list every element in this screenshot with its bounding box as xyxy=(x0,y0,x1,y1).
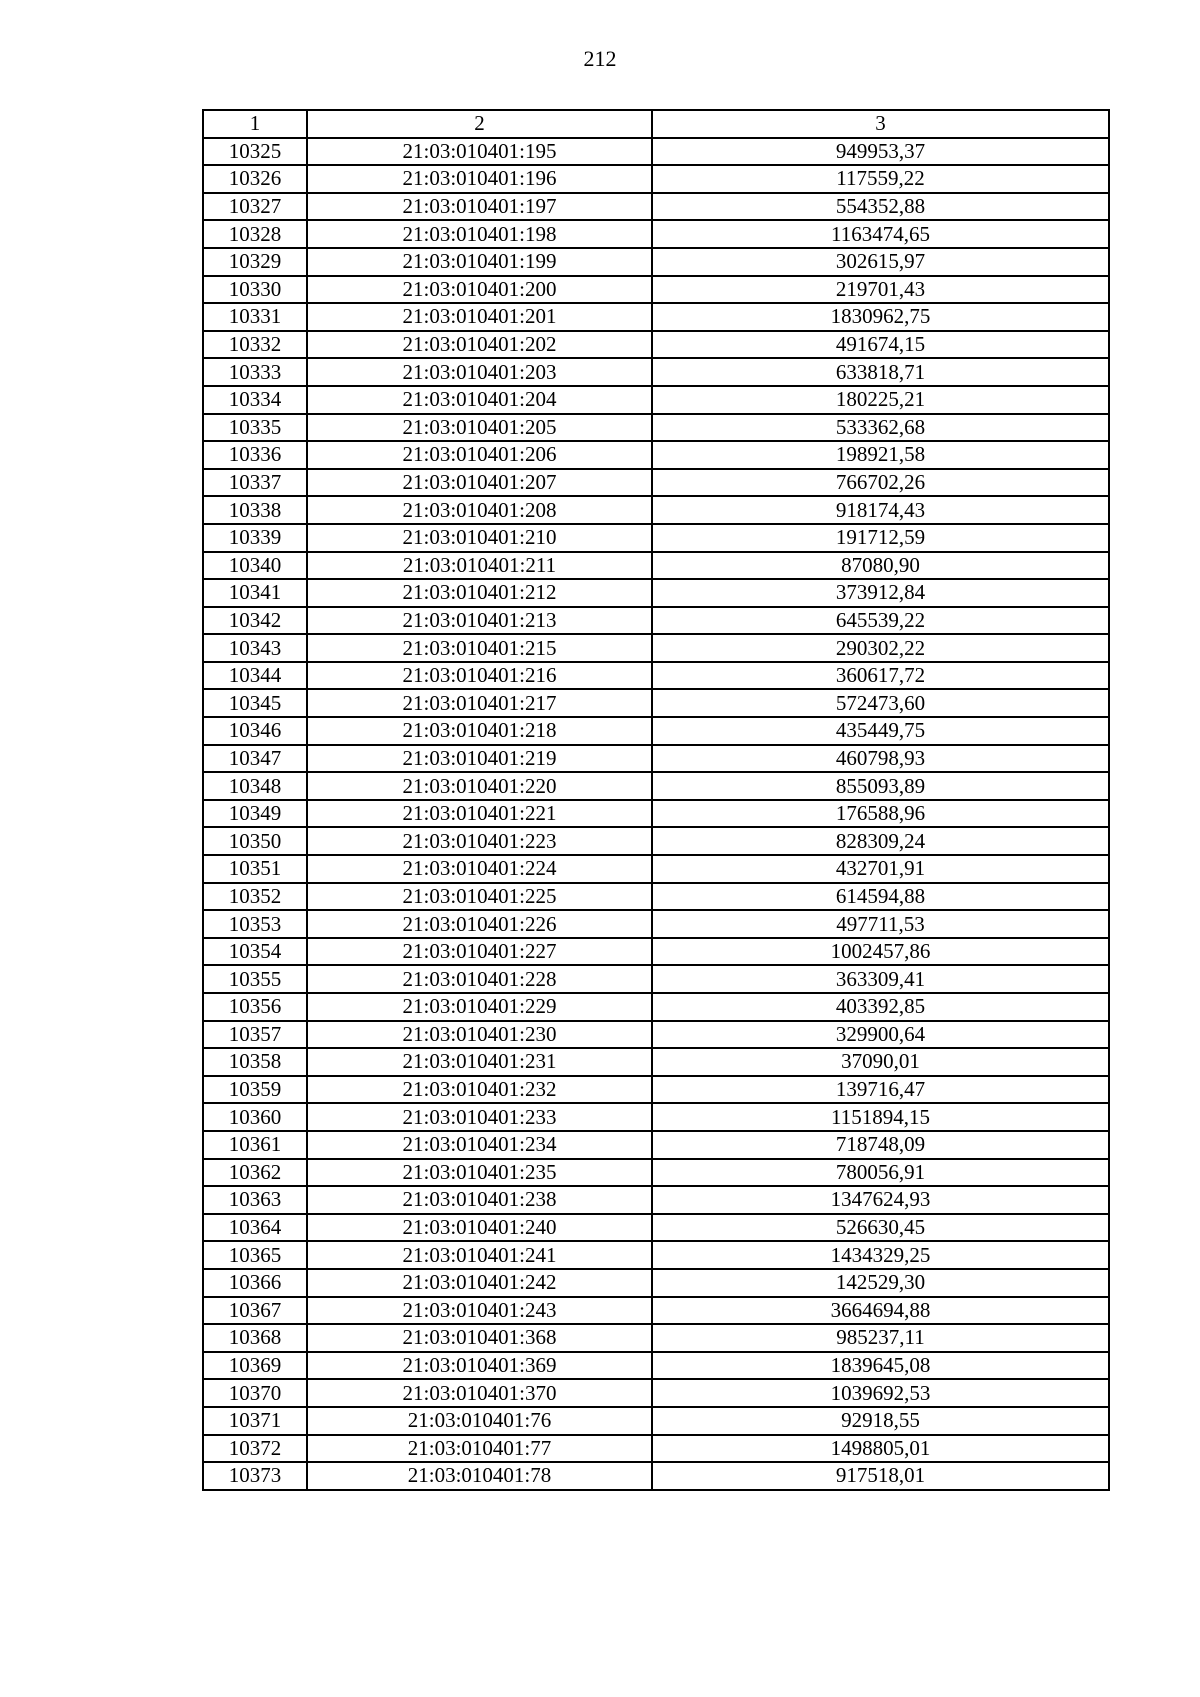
cadastral-number-cell: 21:03:010401:218 xyxy=(307,717,652,745)
cadastral-number-cell: 21:03:010401:215 xyxy=(307,634,652,662)
cadastral-number-cell: 21:03:010401:204 xyxy=(307,386,652,414)
row-number-cell: 10345 xyxy=(203,689,307,717)
row-number-cell: 10334 xyxy=(203,386,307,414)
value-cell: 198921,58 xyxy=(652,441,1109,469)
table-row xyxy=(203,993,1109,1021)
cadastral-number-cell: 21:03:010401:226 xyxy=(307,910,652,938)
cadastral-number-cell: 21:03:010401:203 xyxy=(307,358,652,386)
cadastral-number-cell: 21:03:010401:202 xyxy=(307,331,652,359)
table-row xyxy=(203,1214,1109,1242)
cadastral-number-cell: 21:03:010401:200 xyxy=(307,276,652,304)
table-row xyxy=(203,1021,1109,1049)
value-cell: 142529,30 xyxy=(652,1269,1109,1297)
cadastral-number-cell: 21:03:010401:78 xyxy=(307,1462,652,1490)
cadastral-number-cell: 21:03:010401:77 xyxy=(307,1435,652,1463)
cadastral-number-cell: 21:03:010401:238 xyxy=(307,1186,652,1214)
row-number-cell: 10364 xyxy=(203,1214,307,1242)
row-number-cell: 10357 xyxy=(203,1021,307,1049)
value-cell: 219701,43 xyxy=(652,276,1109,304)
table-row xyxy=(203,524,1109,552)
cadastral-number-cell: 21:03:010401:76 xyxy=(307,1407,652,1435)
header-cell-3: 3 xyxy=(652,110,1109,138)
table-row xyxy=(203,689,1109,717)
value-cell: 92918,55 xyxy=(652,1407,1109,1435)
row-number-cell: 10372 xyxy=(203,1435,307,1463)
cadastral-number-cell: 21:03:010401:199 xyxy=(307,248,652,276)
row-number-cell: 10333 xyxy=(203,358,307,386)
value-cell: 554352,88 xyxy=(652,193,1109,221)
value-cell: 1163474,65 xyxy=(652,220,1109,248)
cadastral-number-cell: 21:03:010401:370 xyxy=(307,1379,652,1407)
table-row xyxy=(203,1131,1109,1159)
value-cell: 918174,43 xyxy=(652,496,1109,524)
cadastral-number-cell: 21:03:010401:234 xyxy=(307,1131,652,1159)
row-number-cell: 10341 xyxy=(203,579,307,607)
cadastral-number-cell: 21:03:010401:211 xyxy=(307,552,652,580)
value-cell: 1347624,93 xyxy=(652,1186,1109,1214)
row-number-cell: 10351 xyxy=(203,855,307,883)
row-number-cell: 10326 xyxy=(203,165,307,193)
cadastral-number-cell: 21:03:010401:195 xyxy=(307,138,652,166)
row-number-cell: 10358 xyxy=(203,1048,307,1076)
table-header xyxy=(203,110,1109,138)
row-number-cell: 10350 xyxy=(203,827,307,855)
cadastral-number-cell: 21:03:010401:225 xyxy=(307,883,652,911)
cadastral-number-cell: 21:03:010401:233 xyxy=(307,1103,652,1131)
table-row xyxy=(203,1462,1109,1490)
row-number-cell: 10340 xyxy=(203,552,307,580)
table-row xyxy=(203,1297,1109,1325)
row-number-cell: 10325 xyxy=(203,138,307,166)
row-number-cell: 10347 xyxy=(203,745,307,773)
value-cell: 302615,97 xyxy=(652,248,1109,276)
value-cell: 533362,68 xyxy=(652,414,1109,442)
table-row xyxy=(203,1186,1109,1214)
row-number-cell: 10335 xyxy=(203,414,307,442)
row-number-cell: 10348 xyxy=(203,772,307,800)
row-number-cell: 10327 xyxy=(203,193,307,221)
cadastral-number-cell: 21:03:010401:228 xyxy=(307,965,652,993)
value-cell: 290302,22 xyxy=(652,634,1109,662)
table-row xyxy=(203,469,1109,497)
value-cell: 1434329,25 xyxy=(652,1241,1109,1269)
row-number-cell: 10369 xyxy=(203,1352,307,1380)
table-row xyxy=(203,248,1109,276)
table-row xyxy=(203,772,1109,800)
cadastral-number-cell: 21:03:010401:221 xyxy=(307,800,652,828)
cadastral-number-cell: 21:03:010401:210 xyxy=(307,524,652,552)
value-cell: 460798,93 xyxy=(652,745,1109,773)
value-cell: 1151894,15 xyxy=(652,1103,1109,1131)
table-row xyxy=(203,1159,1109,1187)
row-number-cell: 10328 xyxy=(203,220,307,248)
table-row xyxy=(203,1269,1109,1297)
table-row xyxy=(203,193,1109,221)
value-cell: 526630,45 xyxy=(652,1214,1109,1242)
value-cell: 949953,37 xyxy=(652,138,1109,166)
value-cell: 497711,53 xyxy=(652,910,1109,938)
row-number-cell: 10354 xyxy=(203,938,307,966)
value-cell: 855093,89 xyxy=(652,772,1109,800)
table-row xyxy=(203,910,1109,938)
value-cell: 645539,22 xyxy=(652,607,1109,635)
value-cell: 1002457,86 xyxy=(652,938,1109,966)
row-number-cell: 10371 xyxy=(203,1407,307,1435)
table-row xyxy=(203,662,1109,690)
value-cell: 780056,91 xyxy=(652,1159,1109,1187)
row-number-cell: 10332 xyxy=(203,331,307,359)
table-row xyxy=(203,607,1109,635)
table-row xyxy=(203,1324,1109,1352)
value-cell: 1830962,75 xyxy=(652,303,1109,331)
table-row xyxy=(203,938,1109,966)
row-number-cell: 10370 xyxy=(203,1379,307,1407)
value-cell: 1039692,53 xyxy=(652,1379,1109,1407)
value-cell: 117559,22 xyxy=(652,165,1109,193)
table-row xyxy=(203,1435,1109,1463)
table-row xyxy=(203,1241,1109,1269)
table-row xyxy=(203,800,1109,828)
row-number-cell: 10339 xyxy=(203,524,307,552)
table-row xyxy=(203,827,1109,855)
value-cell: 766702,26 xyxy=(652,469,1109,497)
table-row xyxy=(203,165,1109,193)
cadastral-number-cell: 21:03:010401:227 xyxy=(307,938,652,966)
row-number-cell: 10349 xyxy=(203,800,307,828)
cadastral-number-cell: 21:03:010401:242 xyxy=(307,1269,652,1297)
data-table xyxy=(202,109,1110,1491)
table-row xyxy=(203,579,1109,607)
table-row xyxy=(203,717,1109,745)
row-number-cell: 10331 xyxy=(203,303,307,331)
table-row xyxy=(203,1103,1109,1131)
cadastral-number-cell: 21:03:010401:243 xyxy=(307,1297,652,1325)
table-row xyxy=(203,358,1109,386)
value-cell: 191712,59 xyxy=(652,524,1109,552)
table-row xyxy=(203,634,1109,662)
cadastral-number-cell: 21:03:010401:230 xyxy=(307,1021,652,1049)
cadastral-number-cell: 21:03:010401:368 xyxy=(307,1324,652,1352)
cadastral-number-cell: 21:03:010401:208 xyxy=(307,496,652,524)
value-cell: 985237,11 xyxy=(652,1324,1109,1352)
value-cell: 373912,84 xyxy=(652,579,1109,607)
cadastral-number-cell: 21:03:010401:201 xyxy=(307,303,652,331)
table-row xyxy=(203,414,1109,442)
row-number-cell: 10343 xyxy=(203,634,307,662)
table-row xyxy=(203,1076,1109,1104)
row-number-cell: 10366 xyxy=(203,1269,307,1297)
table-row xyxy=(203,276,1109,304)
table-row xyxy=(203,303,1109,331)
value-cell: 435449,75 xyxy=(652,717,1109,745)
cadastral-number-cell: 21:03:010401:212 xyxy=(307,579,652,607)
table-row xyxy=(203,496,1109,524)
table-row xyxy=(203,965,1109,993)
cadastral-number-cell: 21:03:010401:207 xyxy=(307,469,652,497)
row-number-cell: 10337 xyxy=(203,469,307,497)
value-cell: 180225,21 xyxy=(652,386,1109,414)
table-row xyxy=(203,1379,1109,1407)
value-cell: 828309,24 xyxy=(652,827,1109,855)
cadastral-number-cell: 21:03:010401:220 xyxy=(307,772,652,800)
cadastral-number-cell: 21:03:010401:213 xyxy=(307,607,652,635)
table-row xyxy=(203,220,1109,248)
row-number-cell: 10344 xyxy=(203,662,307,690)
row-number-cell: 10356 xyxy=(203,993,307,1021)
row-number-cell: 10360 xyxy=(203,1103,307,1131)
cadastral-number-cell: 21:03:010401:219 xyxy=(307,745,652,773)
value-cell: 37090,01 xyxy=(652,1048,1109,1076)
value-cell: 917518,01 xyxy=(652,1462,1109,1490)
cadastral-number-cell: 21:03:010401:224 xyxy=(307,855,652,883)
value-cell: 1839645,08 xyxy=(652,1352,1109,1380)
cadastral-number-cell: 21:03:010401:369 xyxy=(307,1352,652,1380)
cadastral-number-cell: 21:03:010401:206 xyxy=(307,441,652,469)
value-cell: 1498805,01 xyxy=(652,1435,1109,1463)
value-cell: 572473,60 xyxy=(652,689,1109,717)
cadastral-number-cell: 21:03:010401:229 xyxy=(307,993,652,1021)
value-cell: 403392,85 xyxy=(652,993,1109,1021)
cadastral-number-cell: 21:03:010401:231 xyxy=(307,1048,652,1076)
table-row xyxy=(203,745,1109,773)
row-number-cell: 10330 xyxy=(203,276,307,304)
page-number: 212 xyxy=(583,46,617,71)
table-row xyxy=(203,1048,1109,1076)
value-cell: 139716,47 xyxy=(652,1076,1109,1104)
table-row xyxy=(203,331,1109,359)
table-row xyxy=(203,552,1109,580)
value-cell: 329900,64 xyxy=(652,1021,1109,1049)
value-cell: 614594,88 xyxy=(652,883,1109,911)
row-number-cell: 10368 xyxy=(203,1324,307,1352)
table-row xyxy=(203,1407,1109,1435)
row-number-cell: 10338 xyxy=(203,496,307,524)
row-number-cell: 10373 xyxy=(203,1462,307,1490)
row-number-cell: 10342 xyxy=(203,607,307,635)
value-cell: 718748,09 xyxy=(652,1131,1109,1159)
table-row xyxy=(203,883,1109,911)
row-number-cell: 10353 xyxy=(203,910,307,938)
value-cell: 360617,72 xyxy=(652,662,1109,690)
row-number-cell: 10336 xyxy=(203,441,307,469)
cadastral-number-cell: 21:03:010401:223 xyxy=(307,827,652,855)
row-number-cell: 10329 xyxy=(203,248,307,276)
value-cell: 432701,91 xyxy=(652,855,1109,883)
header-cell-1: 1 xyxy=(203,110,307,138)
cadastral-number-cell: 21:03:010401:235 xyxy=(307,1159,652,1187)
table-row xyxy=(203,138,1109,166)
row-number-cell: 10359 xyxy=(203,1076,307,1104)
table-row xyxy=(203,855,1109,883)
header-cell-2: 2 xyxy=(307,110,652,138)
value-cell: 3664694,88 xyxy=(652,1297,1109,1325)
row-number-cell: 10362 xyxy=(203,1159,307,1187)
cadastral-number-cell: 21:03:010401:217 xyxy=(307,689,652,717)
cadastral-number-cell: 21:03:010401:205 xyxy=(307,414,652,442)
row-number-cell: 10346 xyxy=(203,717,307,745)
row-number-cell: 10361 xyxy=(203,1131,307,1159)
value-cell: 87080,90 xyxy=(652,552,1109,580)
row-number-cell: 10363 xyxy=(203,1186,307,1214)
table-row xyxy=(203,1352,1109,1380)
cadastral-number-cell: 21:03:010401:196 xyxy=(307,165,652,193)
cadastral-number-cell: 21:03:010401:241 xyxy=(307,1241,652,1269)
row-number-cell: 10352 xyxy=(203,883,307,911)
table-row xyxy=(203,441,1109,469)
row-number-cell: 10367 xyxy=(203,1297,307,1325)
cadastral-number-cell: 21:03:010401:240 xyxy=(307,1214,652,1242)
value-cell: 491674,15 xyxy=(652,331,1109,359)
table-body xyxy=(203,138,1109,1490)
row-number-cell: 10365 xyxy=(203,1241,307,1269)
cadastral-number-cell: 21:03:010401:232 xyxy=(307,1076,652,1104)
cadastral-number-cell: 21:03:010401:198 xyxy=(307,220,652,248)
value-cell: 633818,71 xyxy=(652,358,1109,386)
value-cell: 363309,41 xyxy=(652,965,1109,993)
value-cell: 176588,96 xyxy=(652,800,1109,828)
cadastral-number-cell: 21:03:010401:197 xyxy=(307,193,652,221)
header-row xyxy=(203,110,1109,138)
table-row xyxy=(203,386,1109,414)
cadastral-number-cell: 21:03:010401:216 xyxy=(307,662,652,690)
row-number-cell: 10355 xyxy=(203,965,307,993)
